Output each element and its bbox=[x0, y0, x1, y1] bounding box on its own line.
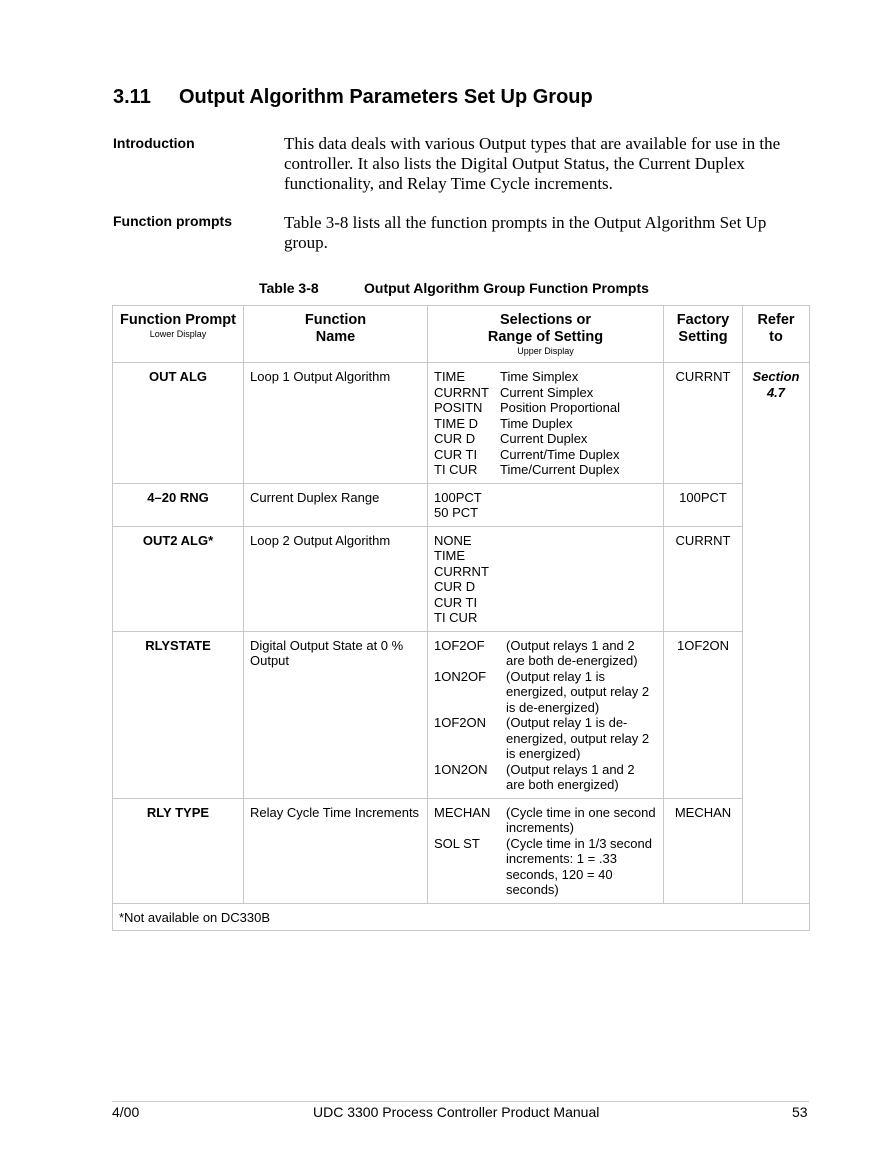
intro-label: Introduction bbox=[113, 135, 195, 151]
function-prompts-table bbox=[112, 305, 810, 931]
footer-divider bbox=[112, 1101, 809, 1102]
option: TIME D Time Duplex bbox=[434, 415, 573, 431]
factory-setting-cell: 1OF2ON bbox=[664, 631, 743, 798]
factory-setting-cell: 100PCT bbox=[664, 483, 743, 526]
option: TIME Time Simplex bbox=[434, 369, 579, 384]
option: TI CUR bbox=[434, 610, 478, 625]
header-selections: Selections or Range of Setting Upper Display bbox=[428, 306, 664, 363]
selections-cell bbox=[428, 798, 664, 903]
function-prompt-cell: OUT2 ALG* bbox=[113, 526, 244, 631]
table-row bbox=[113, 631, 810, 798]
option: CUR TI Current/Time Duplex bbox=[434, 446, 620, 462]
section-number: 3.11 bbox=[113, 86, 151, 108]
option: SOL ST (Cycle time in 1/3 second increments: 1 = .33 seconds, 120 = 40 seconds) bbox=[434, 835, 652, 897]
option: 1ON2OF (Output relay 1 is energized, output relay 2 is de-energized) bbox=[434, 668, 650, 715]
table-caption-number: Table 3-8 bbox=[259, 280, 319, 296]
function-prompts-label: Function prompts bbox=[113, 213, 232, 229]
table-row bbox=[113, 483, 810, 526]
table-row bbox=[113, 363, 810, 484]
option: TIME bbox=[434, 548, 466, 563]
factory-setting-cell: MECHAN bbox=[664, 798, 743, 903]
function-prompt-cell: RLYSTATE bbox=[113, 631, 244, 798]
option: CURRNT bbox=[434, 563, 489, 579]
function-prompts-text: Table 3-8 lists all the function prompts in the Output Algorithm Set Up group. bbox=[284, 213, 767, 252]
function-name-cell: Digital Output State at 0 % Output bbox=[244, 631, 428, 798]
intro-text: This data deals with various Output types that are available for use in the controller. It also lists the Digital Output Status, the Current Duplex functionality, and Relay Time Cycle increments. bbox=[284, 134, 781, 193]
option: POSITN Position Proportional bbox=[434, 400, 620, 415]
function-prompt-cell: RLY TYPE bbox=[113, 798, 244, 903]
footer-date: 4/00 bbox=[112, 1104, 140, 1120]
table-caption bbox=[259, 280, 649, 296]
selections-cell bbox=[428, 363, 664, 484]
table-header-row bbox=[113, 306, 810, 363]
option: NONE bbox=[434, 532, 472, 548]
table-caption-title: Output Algorithm Group Function Prompts bbox=[364, 280, 649, 296]
option: CUR D bbox=[434, 579, 476, 594]
factory-setting-cell: CURRNT bbox=[664, 363, 743, 484]
table-row bbox=[113, 526, 810, 631]
header-function-prompt: Function Prompt Lower Display bbox=[113, 306, 244, 363]
section-title: Output Algorithm Parameters Set Up Group bbox=[179, 86, 593, 108]
option: CUR TI bbox=[434, 594, 478, 610]
table-row bbox=[113, 798, 810, 903]
header-refer-to: Refer to bbox=[743, 306, 810, 363]
option: TI CUR Time/Current Duplex bbox=[434, 462, 620, 477]
footer-page-number: 53 bbox=[792, 1104, 808, 1120]
table-footnote-row bbox=[113, 903, 810, 931]
function-name-cell: Loop 2 Output Algorithm bbox=[244, 526, 428, 631]
option: CUR D Current Duplex bbox=[434, 431, 588, 446]
option: MECHAN (Cycle time in one second increments) bbox=[434, 804, 656, 835]
function-name-cell: Relay Cycle Time Increments bbox=[244, 798, 428, 903]
selections-cell bbox=[428, 483, 664, 526]
header-factory-setting: Factory Setting bbox=[664, 306, 743, 363]
function-name-cell: Current Duplex Range bbox=[244, 483, 428, 526]
selections-cell bbox=[428, 631, 664, 798]
option: 1OF2OF (Output relays 1 and 2 are both de-energized) bbox=[434, 637, 638, 668]
function-prompt-cell: 4–20 RNG bbox=[113, 483, 244, 526]
function-name-cell: Loop 1 Output Algorithm bbox=[244, 363, 428, 484]
header-function-name: Function Name bbox=[244, 306, 428, 363]
selections-cell bbox=[428, 526, 664, 631]
factory-setting-cell: CURRNT bbox=[664, 526, 743, 631]
section-heading bbox=[113, 86, 593, 109]
option: 1ON2ON (Output relays 1 and 2 are both energized) bbox=[434, 761, 635, 792]
refer-to-cell: Section 4.7 bbox=[743, 363, 810, 904]
option: 1OF2ON (Output relay 1 is de-energized, output relay 2 is energized) bbox=[434, 715, 650, 761]
footer-title: UDC 3300 Process Controller Product Manual bbox=[313, 1104, 600, 1120]
function-prompt-cell: OUT ALG bbox=[113, 363, 244, 484]
option: 100PCT bbox=[434, 489, 482, 505]
table-footnote: *Not available on DC330B bbox=[113, 903, 810, 931]
option: CURRNT Current Simplex bbox=[434, 384, 594, 400]
option: 50 PCT bbox=[434, 505, 479, 520]
